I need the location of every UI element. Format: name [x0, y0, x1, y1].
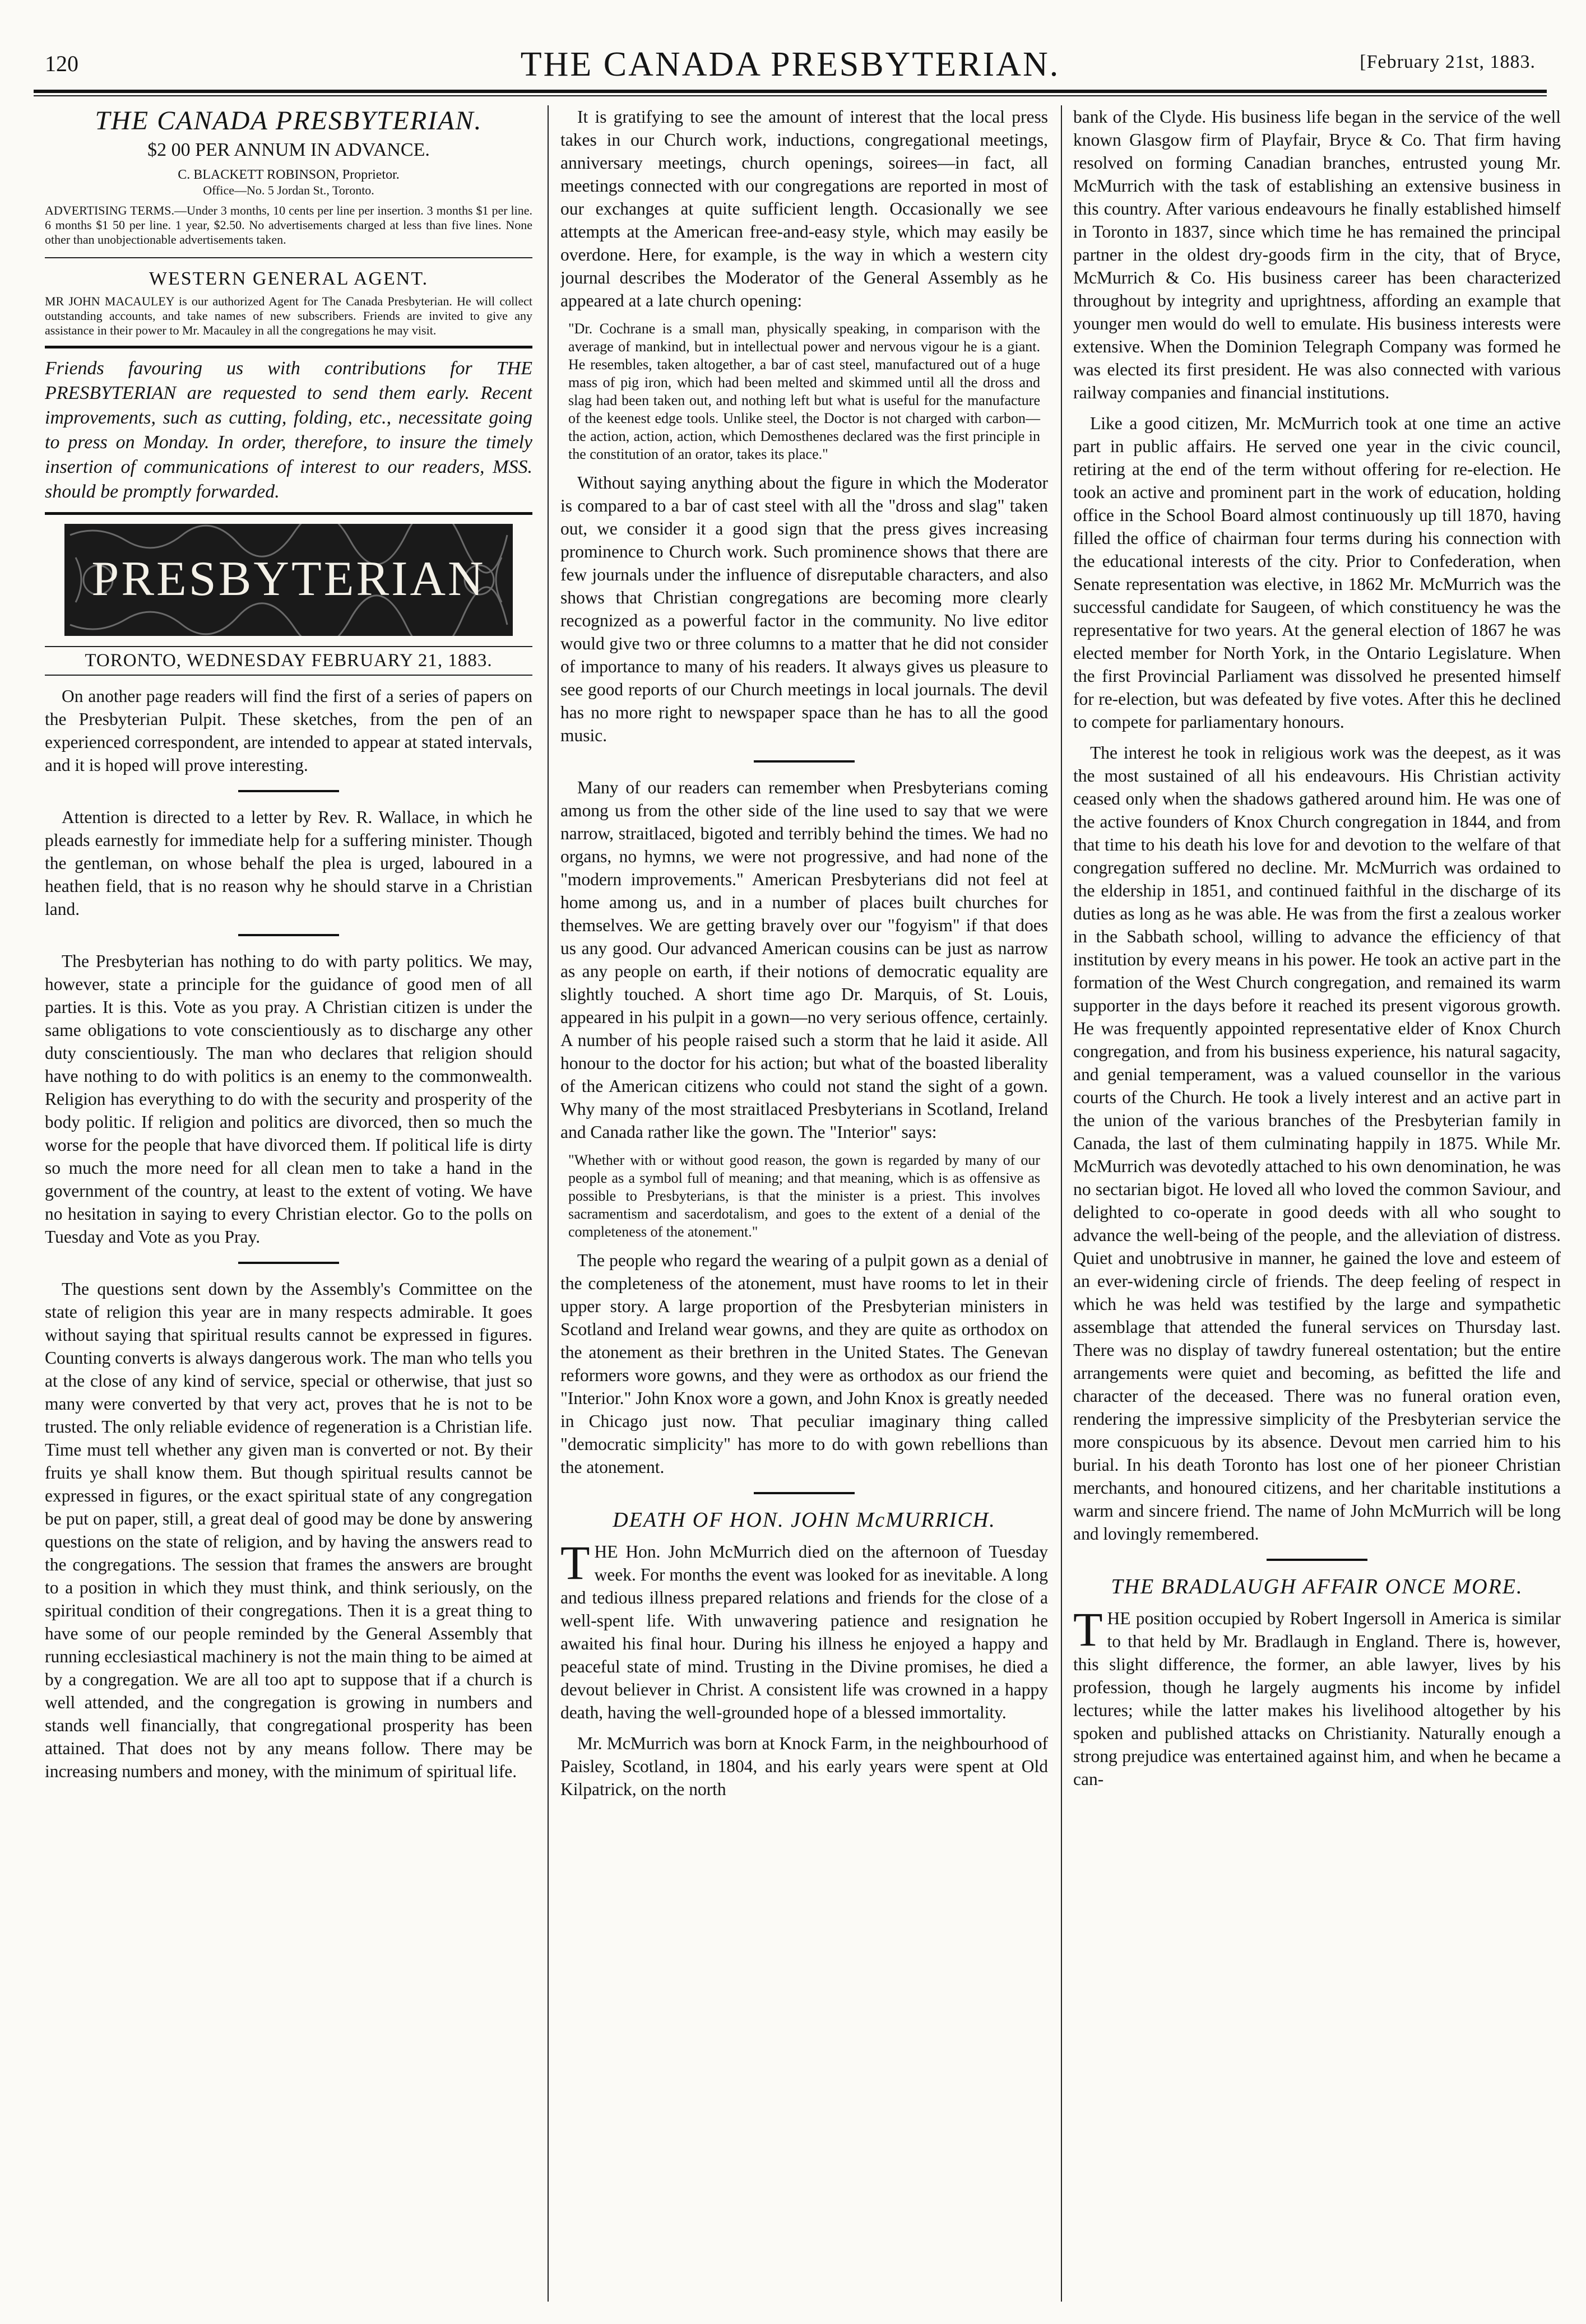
obituary-heading: DEATH OF HON. JOHN McMURRICH. — [613, 1508, 996, 1532]
article-paragraph: On another page readers will find the first of a series of papers on the Presbyterian Pulpit. These sketches, from the pen of an experienced correspondent, are intended to appear at stated intervals, and it is hoped will prove interesting. — [45, 686, 532, 775]
column-1 — [45, 105, 532, 2302]
header-rule — [34, 90, 1547, 93]
contributors-notice: Friends favouring us with contributions for THE PRESBYTERIAN are requested to send them early. Recent improvements, such as cutting, folding, etc., necessitate going to press on Monday. In order, therefore, to insure the timely insertion of communications of interest to our readers, MSS. should be promptly forwarded. — [45, 358, 532, 502]
header-rule-thin — [34, 95, 1547, 96]
presbyterian-banner — [64, 524, 513, 636]
block-quote: "Whether with or without good reason, the gown is regarded by many of our people as a symbol full of meaning; and that meaning, which is as offensive as possible to Presbyterians, is that the minister is a priest. This involves sacramentism and sacerdotalism, and goes to the extent of a denial of the completeness of the atonement." — [568, 1152, 1040, 1240]
article-text: HE position occupied by Robert Ingersoll in America is similar to that held by Mr. Bradlaugh in England. There is, however, this slight difference, the former, an able lawyer, lives by his profession, though he largely augments his income by infidel lectures; while the latter makes his livelihood altogether by his spoken and published attacks on Christianity. Naturally enough a strong prejudice was entertained against him, and when he became a can- — [1073, 1609, 1561, 1789]
divider — [45, 512, 532, 515]
article-paragraph: The Presbyterian has nothing to do with party politics. We may, however, state a principle for the guidance of good men of all parties. It is this. Vote as you pray. A Christian citizen is under the same obligations to vote conscientiously as to discharge any other duty conscientiously. The man who declares that religion should have nothing to do with politics is an enemy to the commonwealth. Religion has everything to do with the security and prosperity of the body politic. If religion and politics are divorced, then so much the worse for the people that have divorced them. If political life is dirty so much the more need for all clean men to take a hand in the government of the country, at least to the extent of voting. We have no hesitation in saying to every Christian elector. Go to the polls on Tuesday and Vote as you Pray. — [45, 951, 532, 1247]
article-paragraph: bank of the Clyde. His business life began in the service of the well known Glasgow firm of Playfair, Bryce & Co. That firm having resolved on forming Canadian branches, entrusted young Mr. McMurrich with the task of establishing an extensive business in this country. After various endeavours he finally established himself in Toronto in 1837, since which time he has remained the principal partner in the oldest dry-goods firm in the city, that of Bryce, McMurrich & Co. His business career has been characterized throughout by integrity and uprightness, affording an example that younger men would do well to emulate. His business interests were extensive. When the Dominion Telegraph Company was formed he was elected its first president. He was also connected with various railway companies and financial institutions. — [1073, 107, 1561, 402]
divider — [238, 934, 339, 936]
page-number: 120 — [45, 51, 78, 76]
divider — [238, 1262, 339, 1264]
divider — [45, 646, 532, 647]
block-quote: "Dr. Cochrane is a small man, physically speaking, in comparison with the average of mankind, but in intellectual power and nervous vigour he is a giant. He resembles, taken altogether, a bar of cast steel, manufactured out of a huge mass of pig iron, which had been melted and skimmed until all the dross and slag had been taken out, and nothing left but what is useful for the manufacture of the keenest edge tools. Unlike steel, the Doctor is not charged with carbon—the action, action, action, which Demosthenes declared was the first principle in the constitution of an orator, takes its place." — [568, 320, 1040, 462]
article-paragraph: Like a good citizen, Mr. McMurrich took at one time an active part in public affairs. He served one year in the civic council, retiring at the end of the term without offering for re-election. He took an active and prominent part in the work of education, holding office in the School Board almost continuously up till 1870, having filled the office of chairman four terms during his connection with the educational interests of the city. Prior to Confederation, when Senate representation was elective, in 1862 Mr. McMurrich was the successful candidate for Saugeen, of which constituency he was the representative for two years. At the general election of 1867 he was elected member for North York, in the Ontario Legislature. When the first Provincial Parliament was dissolved he presented himself for re-election, but was defeated by five votes. After this he declined to compete for parliamentary honours. — [1073, 413, 1561, 732]
article-paragraph: Without saying anything about the figure in which the Moderator is compared to a bar of cast steel with all the "dross and slag" taken out, we consider it a good sign that the press gives increasing prominence to Church work. Such prominence shows that there are few journals under the influence of disreputable characters, and also shows that Christian congregations are becoming more clearly recognized as a powerful factor in the community. No live editor would give two or three columns to a matter that he did not consider of importance to many of his readers. It always gives us pleasure to see good reports of our Church meetings in local journals. The devil has no more right to newspaper space than he has to all the good music. — [560, 473, 1048, 745]
newspaper-title: THE CANADA PRESBYTERIAN. — [520, 45, 1060, 83]
advertising-terms: ADVERTISING TERMS.—Under 3 months, 10 cents per line per insertion. 3 months $1 per line. 6 months $1 50 per line. 1 year, $2.50. No advertisements charged at less than five lines. None other than unobjectionable advertisements taken. — [45, 203, 532, 247]
article-paragraph — [560, 1536, 1048, 1724]
article-paragraph: Mr. McMurrich was born at Knock Farm, in the neighbourhood of Paisley, Scotland, in 1804, and his early years were spent at Old Kilpatrick, on the north — [560, 1733, 1048, 1799]
divider — [45, 675, 532, 676]
dateline: TORONTO, WEDNESDAY FEBRUARY 21, 1883. — [85, 650, 493, 671]
bradlaugh-heading: THE BRADLAUGH AFFAIR ONCE MORE. — [1111, 1575, 1523, 1598]
subscription-price: $2 00 PER ANNUM IN ADVANCE. — [147, 140, 430, 160]
article-paragraph — [1073, 1602, 1561, 1791]
divider — [1267, 1559, 1367, 1561]
drop-cap: T — [1073, 1602, 1103, 1656]
article-text: HE Hon. John McMurrich died on the afternoon of Tuesday week. For months the event was looked for as inevitable. A long and tedious illness prepared relations and friends for the close of a well-spent life. With unwavering patience and resignation he awaited his final hour. During his illness he enjoyed a happy and peaceful state of mind. Trusting in the Divine promises, he died a devout believer in Christ. A consistent life was crowned in a happy death, having the well-grounded hope of a blessed immortality. — [560, 1542, 1048, 1722]
divider — [754, 1492, 855, 1494]
divider — [238, 790, 339, 792]
article-paragraph: Attention is directed to a letter by Rev. R. Wallace, in which he pleads earnestly for immediate help for a suffering minister. Though the gentleman, on whose behalf the plea is urged, laboured in a heathen field, that is no reason why he should starve in a Christian land. — [45, 807, 532, 919]
article-paragraph: The questions sent down by the Assembly's Committee on the state of religion this year are in many respects admirable. It goes without saying that spiritual results cannot be expressed in figures. Counting converts is always dangerous work. The man who tells you at the close of any kind of service, special or otherwise, that just so many were converted by that very act, proves that he is not to be trusted. The only reliable evidence of regeneration is a Christian life. Time must tell whether any given man is converted or not. By their fruits ye shall know them. But though spiritual results cannot be expressed in figures, or the exact spiritual state of any congregation be put on paper, still, a great deal of good may be done by answering questions on the state of religion, and by having the answers read to the congregations. The session that frames the answers are brought to a position in which they must think, and think seriously, on the spiritual condition of their congregations. Then it is a great thing to have some of our people reminded by the General Assembly that running ecclesiastical machinery is not the main thing to be aimed at by a congregation. We are all too apt to suppose that if a church is well attended, and the congregation is growing in numbers and stands well financially, that congregational prosperity has been attained. That does not by any means follow. There may be increasing numbers and money, with the minimum of spiritual life. — [45, 1279, 532, 1781]
article-paragraph: It is gratifying to see the amount of interest that the local press takes in our Church work, inductions, congregational meetings, anniversary meetings, church openings, soirees—in fact, all meetings connected with our congregations are reported in most of our exchanges at quite sufficient length. Occasionally we see attempts at the American free-and-easy style, which may easily be overdone. Here, for example, is the way in which a western city journal describes the Moderator of the General Assembly as he appeared at a late church opening: — [560, 107, 1048, 310]
agent-heading: WESTERN GENERAL AGENT. — [149, 268, 429, 289]
proprietor-line: C. BLACKETT ROBINSON, Proprietor. — [178, 168, 400, 182]
masthead-box-title: THE CANADA PRESBYTERIAN. — [95, 106, 483, 136]
article-paragraph: The people who regard the wearing of a pulpit gown as a denial of the completeness of the atonement, must have rooms to let in their upper story. A large proportion of the Presbyterian ministers in Scotland and Ireland wear gowns, and they are quite as orthodox on the atonement as their brethren in the United States. The Genevan reformers wore gowns, and they were as orthodox as our friend the "Interior." John Knox wore a gown, and John Knox is greatly needed in Chicago just now. That peculiar imaginary thing called "democratic simplicity" has more to do with gown rebellions than the atonement. — [560, 1251, 1048, 1477]
masthead — [34, 45, 1547, 84]
column-divider — [548, 105, 549, 2302]
article-paragraph: The interest he took in religious work was the deepest, as it was the most sustained of all his endeavours. His Christian activity ceased only when the shadows gathered around him. He was one of the active founders of Knox Church congregation in 1844, and from that time to his death his love for and devotion to the welfare of that congregation suffered no decline. Mr. McMurrich was ordained to the eldership in 1851, and continued faithful in the discharge of its duties as long as he was able. He was from the first a zealous worker in the Sabbath school, willing to advance the efficiency of that institution by every means in his power. He took an active part in the formation of the West Church congregation, and remained its warm supporter in the days before it reached its present vigorous growth. He was frequently appointed representative elder of Knox Church congregation, and from his business experience, his natural sagacity, and genial temperament, was a valued counsellor in the various courts of the Church. He took a lively interest and an active part in the union of the various branches of the Presbyterian family in Canada, the last of them culminating happily in 1875. While Mr. McMurrich was devotedly attached to his own denomination, he was no sectarian bigot. He loved all who loved the common Saviour, and delighted to co-operate in good deeds with all who sought to advance the well-being of the people, and the alleviation of distress. Quiet and unobtrusive in manner, he gained the love and esteem of an ever-widening circle of friends. The deep feeling of respect in which he was held was testified by the large and sympathetic assemblage that attended the funeral services on Thursday last. There was no display of tawdry funereal ostentation; but the entire arrangements were quiet and becoming, as befitted the life and character of the deceased. There was no funeral oration even, rendering the impressive simplicity of the Presbyterian service the more conspicuous by its absence. Devout men carried him to his burial. In his death Toronto has lost one of her pioneer Christian merchants, and honoured citizens, and her charitable institutions a warm and sincere friend. The name of John McMurrich will be long and lovingly remembered. — [1073, 743, 1561, 1544]
issue-date: [February 21st, 1883. — [1360, 52, 1536, 72]
banner-wordmark: PRESBYTERIAN — [91, 552, 486, 606]
agent-notice: MR JOHN MACAULEY is our authorized Agent for The Canada Presbyterian. He will collect outstanding accounts, and take names of new subscribers. Friends are invited to give any assistance in their power to Mr. Macauley in all the congregations he may visit. — [45, 294, 532, 337]
divider — [45, 346, 532, 348]
column-2 — [560, 105, 1048, 2302]
column-3 — [1073, 105, 1561, 2302]
article-paragraph: Many of our readers can remember when Presbyterians coming among us from the other side of the line used to say that we were narrow, straitlaced, bigoted and terribly behind the times. We had no organs, no hymns, we were not progressive, and had none of the "modern improvements." American Presbyterians did not feel at home among us, and in a number of places built churches for themselves. We are getting bravely over our "fogyism" if that does us any good. Our advanced American cousins can be just as narrow as any people on earth, if their notions of democratic equality are slightly touched. A short time ago Dr. Marquis, of St. Louis, appeared in his pulpit in a gown—no very serious offence, certainly. A number of his people raised such a storm that he laid it aside. All honour to the doctor for his action; but what of the boasted liberality of the American citizens who could not stand the sight of a gown. Why many of the most straitlaced Presbyterians in Scotland, Ireland and Canada rather like the gown. The "Interior" says: — [560, 778, 1048, 1142]
office-address: Office—No. 5 Jordan St., Toronto. — [203, 183, 374, 197]
column-divider — [1061, 105, 1062, 2302]
divider — [754, 760, 855, 763]
drop-cap: T — [560, 1536, 590, 1589]
divider — [45, 257, 532, 258]
